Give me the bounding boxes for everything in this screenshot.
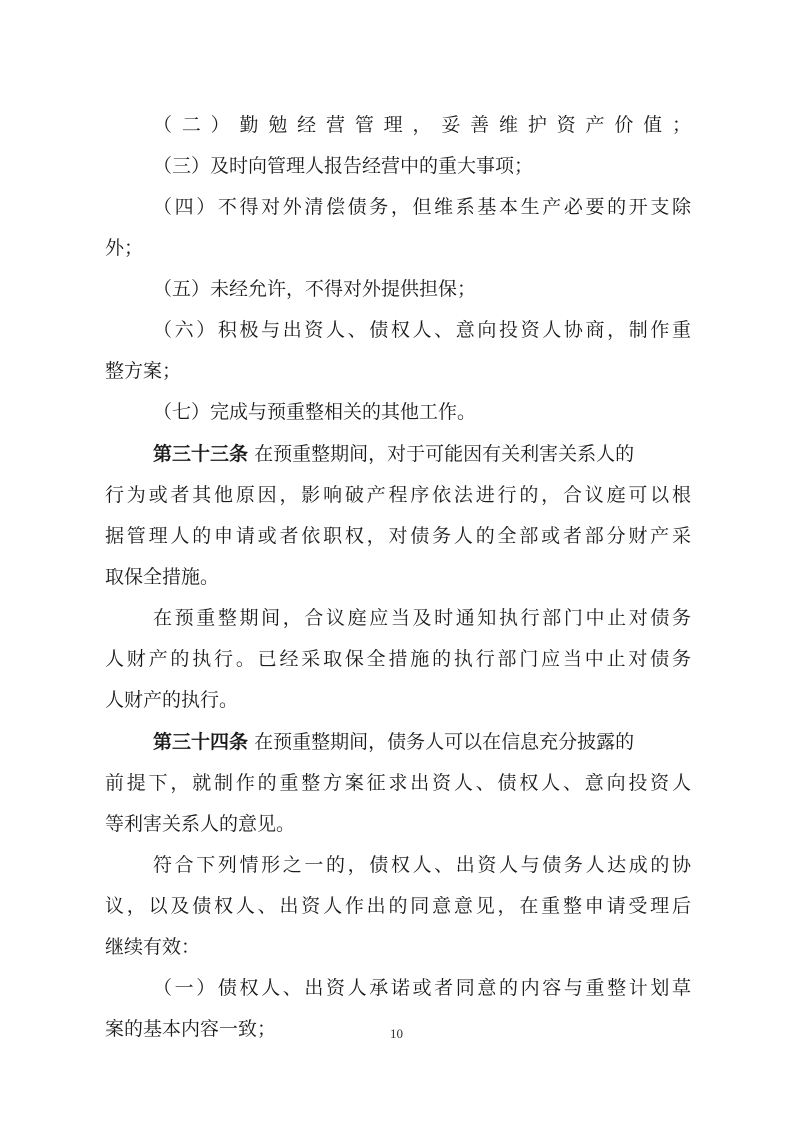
text-line: 据管理人的申请或者依职权，对债务人的全部或者部分财产采: [105, 525, 691, 547]
text-line: （一）债权人、出资人承诺或者同意的内容与重整计划草: [153, 977, 691, 999]
article-33-title: 第三十三条: [153, 443, 249, 465]
text-line: （七）完成与预重整相关的其他工作。: [153, 401, 477, 423]
article-34-title: 第三十四条: [153, 731, 249, 753]
text-line: （三）及时向管理人报告经营中的重大事项；: [153, 155, 534, 177]
text-line: （六）积极与出资人、债权人、意向投资人协商，制作重: [153, 319, 691, 341]
text-line: 外；: [105, 237, 144, 259]
text-line: 符合下列情形之一的，债权人、出资人与债务人达成的协: [153, 854, 691, 876]
article-33-line: [105, 432, 691, 476]
article-33-text: 在预重整期间，对于可能因有关利害关系人的: [254, 443, 635, 465]
text-line: 人财产的执行。已经采取保全措施的执行部门应当中止对债务: [105, 648, 691, 670]
text-line: 行为或者其他原因，影响破产程序依法进行的，合议庭可以根: [105, 484, 691, 506]
text-line: 整方案；: [105, 360, 182, 382]
text-line: （二）勤勉经营管理，妥善维护资产价值；: [153, 114, 691, 136]
text-line: 前提下，就制作的重整方案征求出资人、债权人、意向投资人: [105, 772, 691, 794]
article-34-line: [105, 720, 691, 764]
text-line: （四）不得对外清偿债务，但维系基本生产必要的开支除: [153, 196, 691, 218]
text-line: 人财产的执行。: [105, 689, 239, 711]
text-line: 案的基本内容一致；: [105, 1018, 277, 1040]
text-line: 议，以及债权人、出资人作出的同意意见，在重整申请受理后: [105, 895, 691, 917]
text-line: 等利害关系人的意见。: [105, 813, 296, 835]
text-line: 在预重整期间，合议庭应当及时通知执行部门中止对债务: [153, 607, 691, 629]
article-34-text: 在预重整期间，债务人可以在信息充分披露的: [254, 731, 635, 753]
text-line: （五）未经允许，不得对外提供担保；: [153, 278, 477, 300]
text-line: 取保全措施。: [105, 566, 220, 588]
text-line: 继续有效：: [105, 936, 201, 958]
page-number: 10: [390, 1026, 403, 1041]
